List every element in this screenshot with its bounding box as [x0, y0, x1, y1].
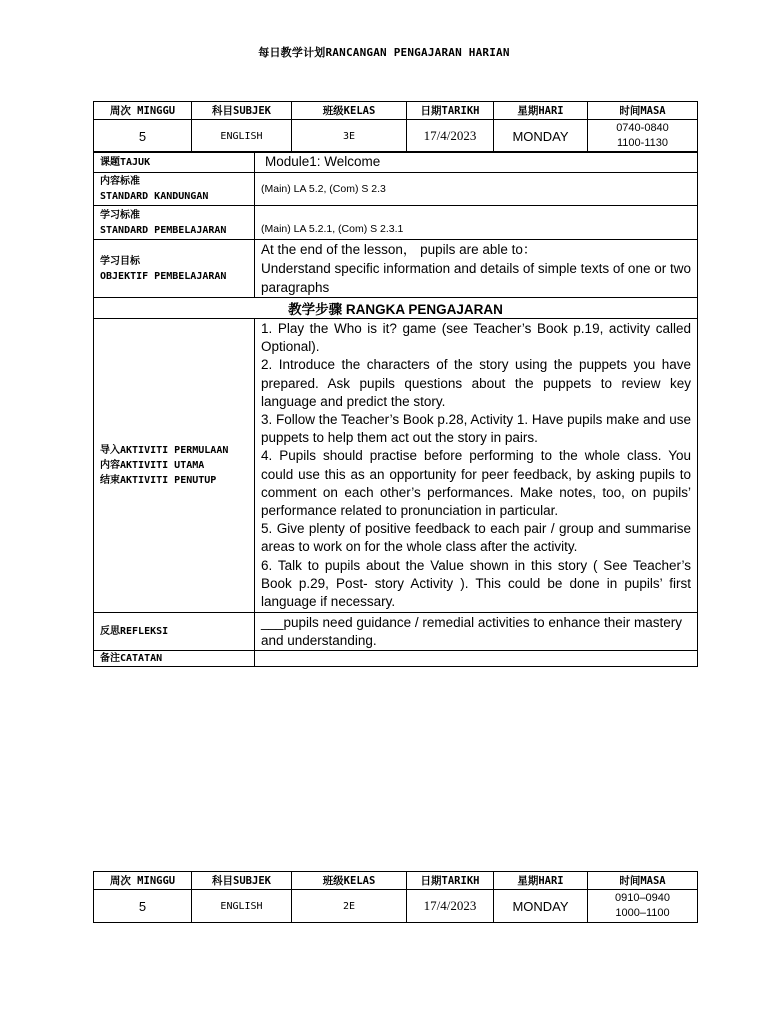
week-value: 5: [94, 890, 192, 923]
reflection-label: 反思REFLEKSI: [94, 613, 255, 651]
step-3: 3. Follow the Teacher’s Book p.28, Activity 1. Have pupils make and use puppets to help them act out the story in pairs.: [261, 412, 691, 446]
time-slot-2: 1100-1130: [617, 137, 668, 149]
time-slot-1: 0740-0840: [616, 122, 669, 134]
content-standard-label: [94, 173, 255, 206]
header-subject: 科目SUBJEK: [192, 872, 292, 890]
objective-value: [255, 240, 698, 298]
framework-row: [94, 298, 698, 319]
step-6: 6. Talk to pupils about the Value shown in this story ( See Teacher’s Book p.29, Post- story Activity ). This could be done in pupils’ first language if necessary.: [261, 557, 691, 610]
time-slot-2: 1000–1100: [615, 907, 670, 919]
content-standard-label-cn: 内容标准: [100, 176, 140, 187]
lesson-plan-table-1: [93, 101, 698, 153]
header-class: 班级KELAS: [292, 102, 407, 120]
page-title: 每日教学计划RANCANGAN PENGAJARAN HARIAN: [258, 46, 510, 59]
values-row: [94, 120, 698, 153]
topic-label: 课题TAJUK: [94, 152, 255, 173]
header-subject: 科目SUBJEK: [192, 102, 292, 120]
learning-standard-label: [94, 206, 255, 240]
activity-start-label: 导入AKTIVITI PERMULAAN: [100, 445, 229, 457]
teaching-steps: [255, 319, 698, 613]
week-value: 5: [94, 120, 192, 153]
content-standard-row: [94, 173, 698, 206]
learning-standard-label-ms: STANDARD PEMBELAJARAN: [100, 224, 227, 236]
header-date: 日期TARIKH: [407, 872, 494, 890]
step-2: 2. Introduce the characters of the story using the puppets you have prepared. Ask pupils questions about the puppets to review key language and predict the story.: [261, 357, 691, 409]
time-slot-1: 0910–0940: [614, 892, 671, 904]
header-class: 班级KELAS: [292, 872, 407, 890]
date-value: 17/4/2023: [407, 120, 494, 153]
topic-value: Module1: Welcome: [255, 152, 698, 173]
activity-main-label: 内容AKTIVITI UTAMA: [100, 460, 205, 472]
time-value: [588, 120, 698, 153]
subject-value: ENGLISH: [192, 120, 292, 153]
header-day: 星期HARI: [494, 102, 588, 120]
learning-standard-label-cn: 学习标准: [100, 209, 140, 221]
learning-standard-value: (Main) LA 5.2.1, (Com) S 2.3.1: [255, 206, 698, 240]
header-row: [94, 102, 698, 120]
framework-heading: 教学步骤 RANGKA PENGAJARAN: [94, 298, 698, 319]
header-week: 周次 MINGGU: [94, 872, 192, 890]
reflection-value: ___pupils need guidance / remedial activities to enhance their mastery and understanding.: [255, 613, 698, 651]
content-standard-label-ms: STANDARD KANDUNGAN: [100, 191, 209, 202]
lesson-plan-table-2: [93, 871, 698, 923]
notes-value: [255, 651, 698, 667]
class-value: 2E: [292, 890, 407, 923]
header-week: 周次 MINGGU: [94, 102, 192, 120]
objective-row: [94, 240, 698, 298]
objective-intro: At the end of the lesson， pupils are able to：: [261, 242, 537, 257]
lesson-detail-table: [93, 151, 698, 667]
header-date: 日期TARIKH: [407, 102, 494, 120]
time-value: [588, 890, 698, 923]
day-value: MONDAY: [494, 890, 588, 923]
header-time: 时间MASA: [588, 872, 698, 890]
values-row: [94, 890, 698, 923]
objective-text: Understand specific information and details of simple texts of one or two paragraphs: [261, 261, 691, 295]
activities-label: [94, 319, 255, 613]
step-1: 1. Play the Who is it? game (see Teacher’s Book p.19, activity called Optional).: [261, 321, 691, 355]
day-value: MONDAY: [494, 120, 588, 153]
reflection-row: [94, 613, 698, 651]
content-standard-value: (Main) LA 5.2, (Com) S 2.3: [255, 173, 698, 206]
step-5: 5. Give plenty of positive feedback to each pair / group and summarise areas to work on for the whole class after the activity.: [261, 521, 691, 555]
notes-row: [94, 651, 698, 667]
date-value: 17/4/2023: [407, 890, 494, 923]
learning-standard-row: [94, 206, 698, 240]
objective-label-cn: 学习目标: [100, 255, 140, 267]
header-time: 时间MASA: [588, 102, 698, 120]
activities-row: [94, 319, 698, 613]
header-day: 星期HARI: [494, 872, 588, 890]
topic-row: [94, 152, 698, 173]
class-value: 3E: [292, 120, 407, 153]
header-row: [94, 872, 698, 890]
objective-label-ms: OBJEKTIF PEMBELAJARAN: [100, 270, 227, 282]
subject-value: ENGLISH: [192, 890, 292, 923]
step-4: 4. Pupils should practise before performing to the whole class. You could use this as an opportunity for peer feedback, by asking pupils to comment on each other’s performances. Make notes, too, on pupils’ performance related to pronunciation in particular.: [261, 448, 691, 519]
objective-label: [94, 240, 255, 298]
activity-end-label: 结束AKTIVITI PENUTUP: [100, 475, 217, 487]
notes-label: 备注CATATAN: [94, 651, 255, 667]
